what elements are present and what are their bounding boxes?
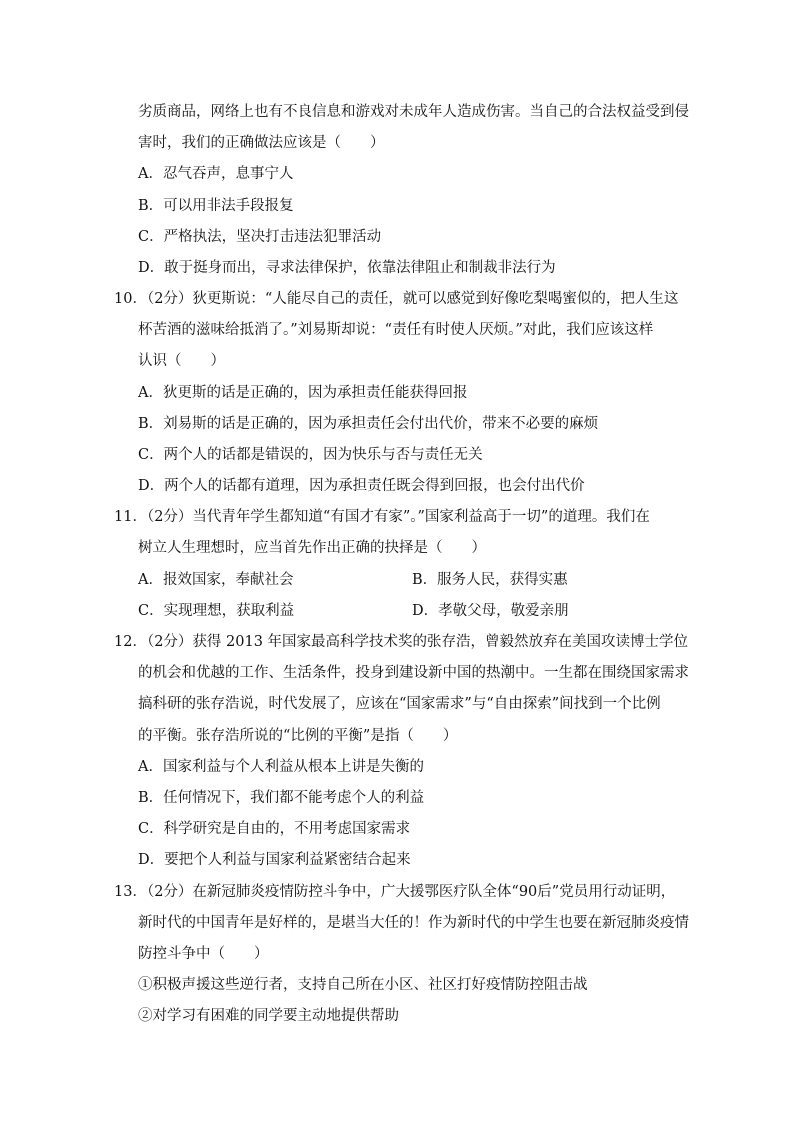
question-12-text-line-4: 的平衡。张存浩所说的“比例的平衡”是指（ ） xyxy=(138,728,458,744)
question-10-option-c: C．两个人的话都是错误的，因为快乐与否与责任无关 xyxy=(138,447,483,463)
question-9-option-c: C．严格执法，坚决打击违法犯罪活动 xyxy=(138,229,382,245)
question-12-text-line-1: 12．（2分）获得 2013 年国家最高科学技术奖的张存浩，曾毅然放弃在美国攻读博士学位 xyxy=(114,634,689,650)
question-12-text-line-3: 搞科研的张存浩说，时代发展了，应该在“国家需求”与“自由探索”间找到一个比例 xyxy=(138,696,661,712)
question-10-option-a: A．狄更斯的话是正确的，因为承担责任能获得回报 xyxy=(138,385,468,401)
question-9-text-line-2: 害时，我们的正确做法应该是（ ） xyxy=(138,135,385,151)
question-13-text-line-2: 新时代的中国青年是好样的，是堪当大任的！作为新时代的中学生也要在新冠肺炎疫情 xyxy=(138,915,689,931)
question-10-text-line-1: 10．（2分）狄更斯说：“人能尽自己的责任，就可以感觉到好像吃梨喝蜜似的，把人生这 xyxy=(114,291,679,307)
question-12-option-d: D．要把个人利益与国家利益紧密结合起来 xyxy=(138,852,411,868)
question-10-text-line-3: 认识（ ） xyxy=(138,353,225,369)
question-11-option-b: B．服务人民，获得实惠 xyxy=(412,572,568,588)
question-9-option-b: B．可以用非法手段报复 xyxy=(138,198,294,214)
question-11-text-line-2: 树立人生理想时，应当首先作出正确的抉择是（ ） xyxy=(138,540,486,556)
question-10-option-b: B．刘易斯的话是正确的，因为承担责任会付出代价，带来不必要的麻烦 xyxy=(138,416,599,432)
question-12-option-a: A．国家利益与个人利益从根本上讲是失衡的 xyxy=(138,759,424,775)
question-10-text-line-2: 杯苦酒的滋味给抵消了。”刘易斯却说：“责任有时使人厌烦。”对此，我们应该这样 xyxy=(138,322,654,338)
question-13-text-line-3: 防控斗争中（ ） xyxy=(138,946,269,962)
question-12-text-line-2: 的机会和优越的工作、生活条件，投身到建设新中国的热潮中。一生都在围绕国家需求 xyxy=(138,665,689,681)
question-12-option-b: B．任何情况下，我们都不能考虑个人的利益 xyxy=(138,790,425,806)
question-13-text-line-1: 13．（2分）在新冠肺炎疫情防控斗争中，广大援鄂医疗队全体“90后”党员用行动证明， xyxy=(114,884,676,900)
question-11-option-a: A．报效国家，奉献社会 xyxy=(138,572,294,588)
question-9-text-line-1: 劣质商品，网络上也有不良信息和游戏对未成年人造成伤害。当自己的合法权益受到侵 xyxy=(138,104,689,120)
question-11-option-d: D．孝敬父母，敬爱亲朋 xyxy=(412,603,569,619)
question-11-option-c: C．实现理想，获取利益 xyxy=(138,603,295,619)
question-13-item-2: ②对学习有困难的同学要主动地提供帮助 xyxy=(138,1008,399,1024)
question-9-option-d: D．敢于挺身而出，寻求法律保护，依靠法律阻止和制裁非法行为 xyxy=(138,260,556,276)
question-11-text-line-1: 11．（2分）当代青年学生都知道“有国才有家”。”国家利益高于一切”的道理。我们在 xyxy=(114,509,650,525)
question-9-option-a: A．忍气吞声，息事宁人 xyxy=(138,166,294,182)
question-12-option-c: C．科学研究是自由的，不用考虑国家需求 xyxy=(138,821,411,837)
question-10-option-d: D．两个人的话都有道理，因为承担责任既会得到回报，也会付出代价 xyxy=(138,478,585,494)
question-13-item-1: ①积极声援这些逆行者，支持自己所在小区、社区打好疫情防控阻击战 xyxy=(138,977,588,993)
